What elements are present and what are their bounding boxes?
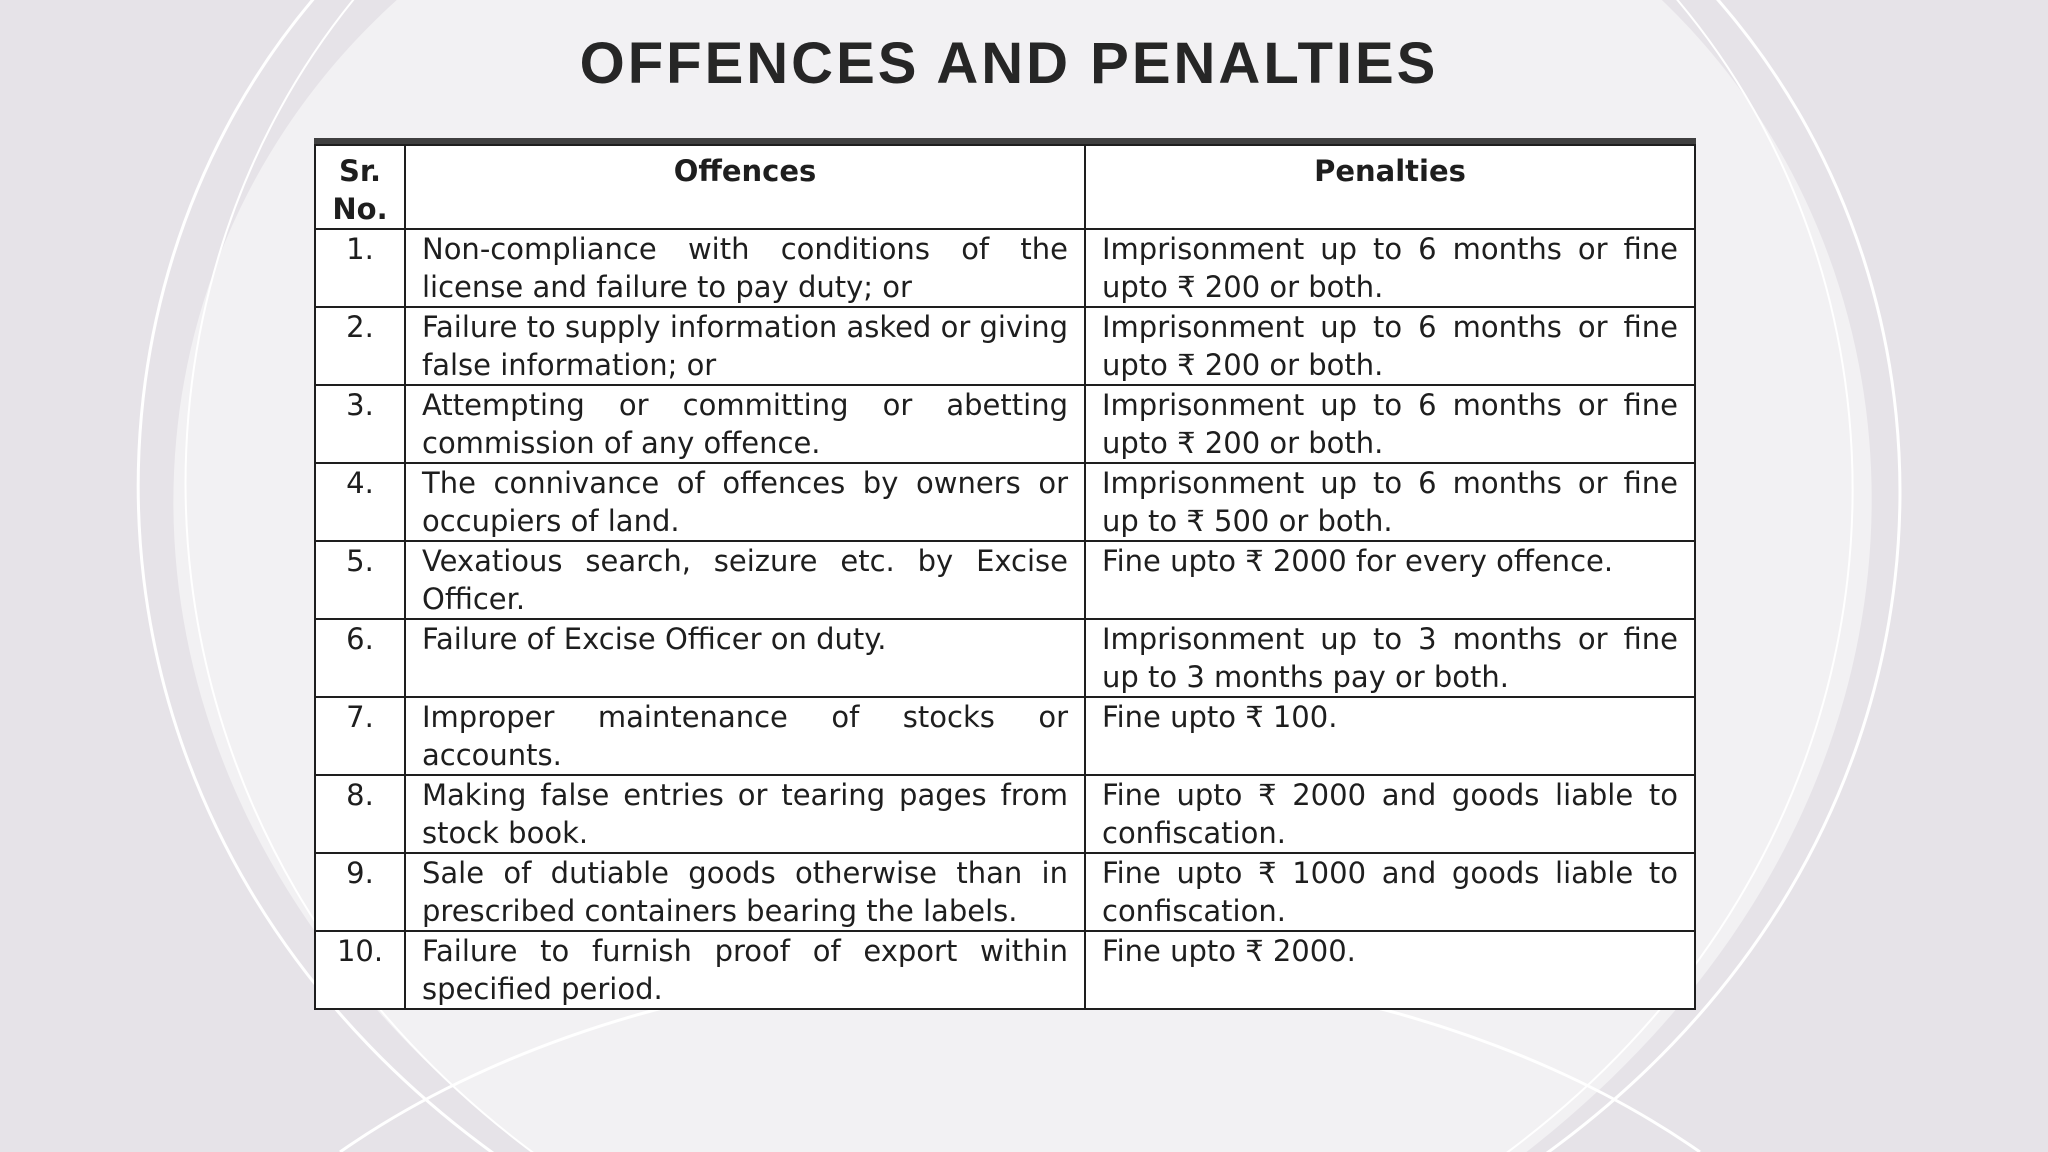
- column-header-offences: Offences: [405, 145, 1085, 229]
- offence-cell: Failure to supply information asked or giving false information; or: [405, 307, 1085, 385]
- offences-table-container: [314, 138, 1696, 1010]
- offence-cell: Attempting or committing or abetting commission of any offence.: [405, 385, 1085, 463]
- column-header-sr-no: Sr. No.: [315, 145, 405, 229]
- table-row: [315, 775, 1695, 853]
- sr-no-cell: 7.: [315, 697, 405, 775]
- offences-penalties-table: [314, 144, 1696, 1010]
- penalty-cell: Imprisonment up to 6 months or fine upto ₹ 200 or both.: [1085, 385, 1695, 463]
- sr-no-cell: 4.: [315, 463, 405, 541]
- offence-cell: Sale of dutiable goods otherwise than in prescribed containers bearing the labels.: [405, 853, 1085, 931]
- penalty-cell: Fine upto ₹ 1000 and goods liable to confiscation.: [1085, 853, 1695, 931]
- offence-cell: Improper maintenance of stocks or accounts.: [405, 697, 1085, 775]
- penalty-cell: Imprisonment up to 6 months or fine upto ₹ 200 or both.: [1085, 229, 1695, 307]
- table-row: [315, 541, 1695, 619]
- penalty-cell: Imprisonment up to 6 months or fine up to ₹ 500 or both.: [1085, 463, 1695, 541]
- table-row: [315, 229, 1695, 307]
- offence-cell: Failure to furnish proof of export within specified period.: [405, 931, 1085, 1009]
- column-header-penalties: Penalties: [1085, 145, 1695, 229]
- offence-cell: Failure of Excise Officer on duty.: [405, 619, 1085, 697]
- table-row: [315, 697, 1695, 775]
- table-row: [315, 463, 1695, 541]
- table-row: [315, 385, 1695, 463]
- sr-no-cell: 5.: [315, 541, 405, 619]
- penalty-cell: Fine upto ₹ 2000 for every offence.: [1085, 541, 1695, 619]
- page-title: OFFENCES AND PENALTIES: [579, 31, 1439, 96]
- offence-cell: Vexatious search, seizure etc. by Excise Officer.: [405, 541, 1085, 619]
- offence-cell: Non-compliance with conditions of the license and failure to pay duty; or: [405, 229, 1085, 307]
- penalty-cell: Fine upto ₹ 2000 and goods liable to confiscation.: [1085, 775, 1695, 853]
- penalty-cell: Fine upto ₹ 2000.: [1085, 931, 1695, 1009]
- table-row: [315, 853, 1695, 931]
- table-header-row: [315, 145, 1695, 229]
- sr-no-cell: 8.: [315, 775, 405, 853]
- table-row: [315, 931, 1695, 1009]
- sr-no-cell: 3.: [315, 385, 405, 463]
- sr-no-cell: 1.: [315, 229, 405, 307]
- penalty-cell: Fine upto ₹ 100.: [1085, 697, 1695, 775]
- penalty-cell: Imprisonment up to 6 months or fine upto ₹ 200 or both.: [1085, 307, 1695, 385]
- sr-no-cell: 2.: [315, 307, 405, 385]
- penalty-cell: Imprisonment up to 3 months or fine up to 3 months pay or both.: [1085, 619, 1695, 697]
- table-row: [315, 619, 1695, 697]
- sr-no-cell: 9.: [315, 853, 405, 931]
- offence-cell: The connivance of offences by owners or occupiers of land.: [405, 463, 1085, 541]
- table-row: [315, 307, 1695, 385]
- sr-no-cell: 10.: [315, 931, 405, 1009]
- offence-cell: Making false entries or tearing pages from stock book.: [405, 775, 1085, 853]
- sr-no-cell: 6.: [315, 619, 405, 697]
